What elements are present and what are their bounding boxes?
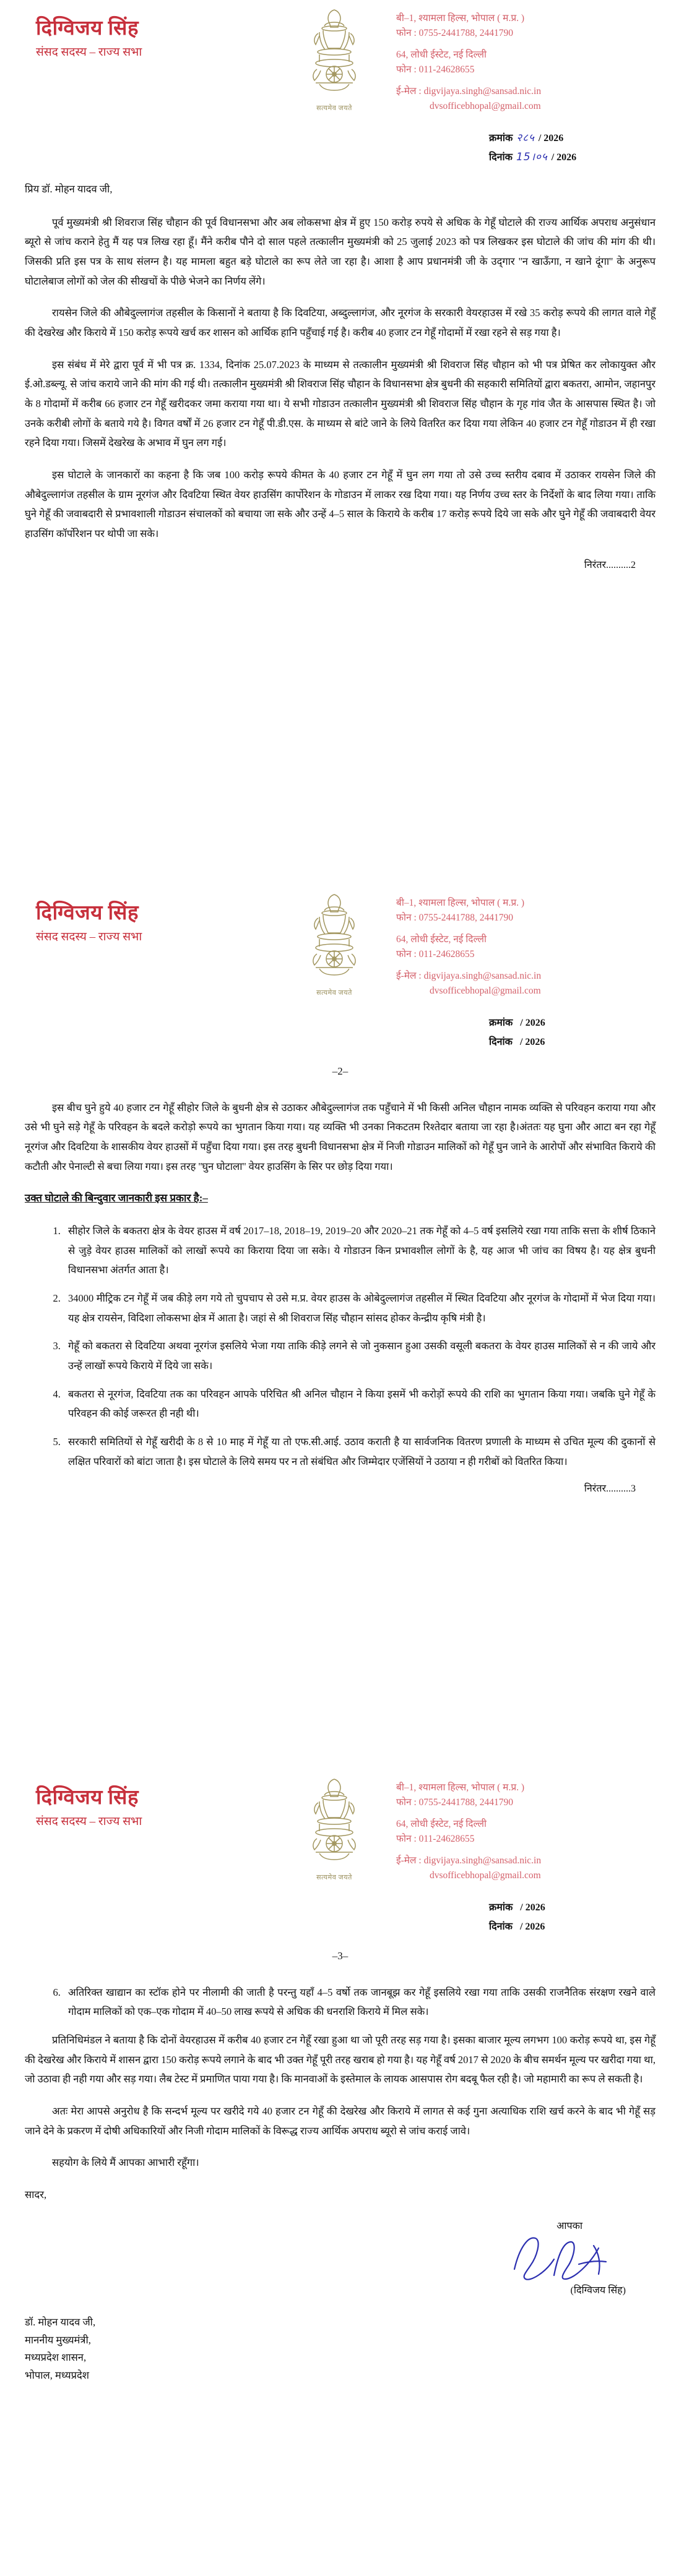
contact-block <box>396 1780 675 1883</box>
kramank-row <box>489 1013 545 1033</box>
email-secondary[interactable]: dvsofficebhopal@gmail.com <box>430 985 541 997</box>
dinank-row <box>489 1917 545 1936</box>
sender-designation: संसद सदस्य – राज्य सभा <box>36 1814 142 1828</box>
kramank-year: / 2026 <box>520 1902 545 1913</box>
delhi-address <box>396 1817 675 1847</box>
dinank-year: / 2026 <box>519 1037 545 1048</box>
list-item: 1. सीहोर जिले के बकतरा क्षेत्र के वेयर हाउस में वर्ष 2017–18, 2018–19, 2019–20 और 2020–21 तक गेहूँ को 4–5 वर्ष इसलिये रखा गया ताकि सत्ता के शीर्ष ठिकाने से जुड़े वेयर हाउस मालिकों को लाखों रूपये का किराया दिया जा सके। ये गोडाउन किन प्रभावशील लोगों के है, यह आज भी जांच का विषय है। यह क्षेत्र बुधनी विधानसभा अंतर्गत आता है। <box>63 1221 656 1280</box>
email-primary-line <box>396 84 675 99</box>
paragraph: इस बीच घुने हुये 40 हजार टन गेहूँ सीहोर जिले के बुधनी क्षेत्र से उठाकर औबेदुल्लागंज तक पहुँचाने में भी किसी अनिल चौहान नामक व्यक्ति से परिवहन कराया गया और उसे भी घुने सड़े गेहूँ के परिवहन के बदले करोड़ो रूपये का भुगतान किया गया। यह व्यक्ति भी उनका निकटतम रिश्तेदार बताया जा रहा है।अंततः यह घुना और आटा बन रहा गेहूँ नूरगंज और दिवटिया के शासकीय वेयर हाउसों में पहुँचा दिया गया। इस तरह बुधनी विधानसभा क्षेत्र में निजी गोडाउन मालिकों को गेहूँ घुन जाने के आरोपों और संभावित किराये की कटौती और पेनाल्टी से बचा लिया गया। इस तरह ''घुन घोटाला'' वेयर हाउसिंग के सिर पर छोड़ दिया गया। <box>25 1101 656 1172</box>
delhi-phone-line: फोन : 011-24628655 <box>396 64 475 75</box>
dinank-year: / 2026 <box>519 1921 545 1933</box>
letter-body-page-3 <box>0 1946 684 2385</box>
points-list-continued <box>25 1983 656 2022</box>
bhopal-address-line: बी–1, श्यामला हिल्स, भोपाल ( म.प्र. ) <box>396 898 525 908</box>
addressee-block <box>25 2314 656 2385</box>
kramank-handwritten-value: २८५ <box>516 132 535 144</box>
continuation-marker: निरंतर..........3 <box>584 1483 636 1495</box>
sender-name: दिग्विजय सिंह <box>36 902 139 924</box>
signature-area <box>25 2217 656 2310</box>
dinank-row <box>489 1033 545 1052</box>
paragraph: इस संबंध में मेरे द्वारा पूर्व में भी पत्र क्र. 1334, दिनांक 25.07.2023 के माध्यम से तत्कालीन मुख्यमंत्री श्री शिवराज सिंह चौहान को भी पत्र प्रेषित कर लोकायुक्त और ई.ओ.डब्ल्यू. से जांच कराये जाने की मांग की गई थी। तत्कालीन मुख्यमंत्री श्री शिवराज सिंह चौहान के विधानसभा क्षेत्र बुधनी की सहकारी समितियों द्वारा बकतरा, आमोन, जहानपुर के 8 गोदामों में करीब 66 हजार टन गेहूँ खरीदकर जमा कराया गया था। ये सभी गोडाउन तत्कालीन मुख्यमंत्री श्री शिवराज सिंह चौहान के गृह गांव जैत के आसपास स्थित है। जो उनके करीबी लोगों के बताये गये है। विगत वर्षों में 26 हजार टन गेहूँ पी.डी.एस. के माध्यम से बांटे जाने के लिये वितरित कर दिया गया लेकिन 40 हजार टन गेहूँ गोडाउन में ही रखा रहने दिया गया। जिसमें देखरेख के अभाव में घुन लग गई। <box>25 358 656 449</box>
dinank-label: दिनांक <box>489 1921 513 1933</box>
list-item: 6. अतिरिक्त खाद्यान का स्टॉक होने पर नीलामी की जाती है परन्तु यहाँ 4–5 वर्षो तक जानबूझ कर गेहूँ इसलिये रखा गया ताकि उसकी राजनैतिक संरक्षण रखने वाले गोदाम मालिकों को एक–एक गोदाम में 40–50 लाख रूपये से अधिक की धनराशि किराये में मिल सके। <box>63 1983 656 2022</box>
kramank-handwritten-value <box>513 1901 520 1913</box>
email-primary-line <box>396 969 675 984</box>
addressee-line: डॉ. मोहन यादव जी, <box>25 2316 96 2328</box>
dinank-handwritten-value: 15।०५ <box>516 151 548 164</box>
kramank-label: क्रमांक <box>489 1902 513 1913</box>
letter-body-page-1 <box>0 179 684 575</box>
bhopal-address-line: बी–1, श्यामला हिल्स, भोपाल ( म.प्र. ) <box>396 1782 525 1793</box>
bhopal-address <box>396 1780 675 1810</box>
salutation: प्रिय डॉ. मोहन यादव जी, <box>25 183 113 195</box>
delhi-phone-line: फोन : 011-24628655 <box>396 949 475 960</box>
addressee-line: माननीय मुख्यमंत्री, <box>25 2333 91 2346</box>
email-block <box>396 1853 675 1883</box>
reference-block-page-3 <box>489 1898 545 1937</box>
bhopal-address-line: बी–1, श्यामला हिल्स, भोपाल ( म.प्र. ) <box>396 13 525 24</box>
sender-identity-block <box>36 902 284 944</box>
paragraph: रायसेन जिले की औबेदुल्लागंज तहसील के किसानों ने बताया है कि दिवटिया, अब्दुल्लागंज, और नूरगंज के सरकारी वेयरहाउस में रखे 35 करोड़ रूपये की लागत वाले गेहूँ की देखरेख और किराये में 150 करोड़ रूपये खर्च कर शासन को आर्थिक हानि पहुँचाई गई है। करीब 40 हजार टन गेहूँ गोदामों में रखा रहने से सड़ गया है। <box>25 307 656 339</box>
kramank-label: क्रमांक <box>489 1018 513 1028</box>
kramank-handwritten-value <box>513 1016 520 1029</box>
list-item: 2. 34000 मीट्रिक टन गेहूँ में जब कीड़े लग गये तो चुपचाप से उसे म.प्र. वेयर हाउस के ओबेदुल्लागंज तहसील में स्थित दिवटिया और नूरगंज के गोदामों में भेज दिया गया। यह क्षेत्र रायसेन, विदिशा लोकसभा क्षेत्र में आता है। जहां से श्री शिवराज सिंह चौहान सांसद होकर केन्द्रीय कृषि मंत्री है। <box>63 1289 656 1328</box>
dinank-row <box>489 148 576 167</box>
sender-name: दिग्विजय सिंह <box>36 1787 139 1809</box>
page-number-marker: –3– <box>332 1950 348 1962</box>
page-number-marker: –2– <box>332 1065 348 1077</box>
kramank-row <box>489 1898 545 1917</box>
dinank-label: दिनांक <box>489 152 513 163</box>
reference-block-page-2 <box>489 1013 545 1052</box>
addressee-line: मध्यप्रदेश शासन, <box>25 2351 87 2364</box>
emblem-motto-text: सत्यमेव जयते <box>316 989 352 997</box>
bhopal-phone-line: फोन : 0755-2441788, 2441790 <box>396 28 514 39</box>
bhopal-phone-line: फोन : 0755-2441788, 2441790 <box>396 912 514 924</box>
closing-request-paragraph: सहयोग के लिये मैं आपका आभारी रहूँगा। <box>52 2157 199 2169</box>
paragraph: अतः मेरा आपसे अनुरोध है कि सन्दर्भ मूल्य पर खरीदे गये 40 हजार टन गेहूँ की देखरेख और किराये में लागत से कई गुना अत्याधिक राशि खर्च करने के बाद भी गेहूँ सड़ जाने देने के प्रकरण में दोषी अधिकारियों और निजी गोदाम मालिकों के विरूद्ध राज्य आर्थिक अपराध ब्यूरो से जांच कराई जावे। <box>25 2105 656 2137</box>
addressee-line: भोपाल, मध्यप्रदेश <box>25 2369 89 2382</box>
sender-identity-block <box>36 17 284 59</box>
list-item: 3. गेहूँ को बकतरा से दिवटिया अथवा नूरगंज इसलिये भेजा गया ताकि कीड़े लगने से जो नुकसान हुआ उसकी वसूली बकतरा के वेयर हाउस मालिकों से न की जाये और उन्हें लाखों रूपये किराये में दिये जा सके। <box>63 1336 656 1375</box>
email-block <box>396 969 675 998</box>
email-block <box>396 84 675 114</box>
dinank-handwritten-value <box>513 1920 520 1933</box>
paragraph: इस घोटाले के जानकारों का कहना है कि जब 100 करोड़ रूपये कीमत के 40 हजार टन गेहूँ में घुन लग गया तो उसे उच्च स्तरीय दबाव में उठाकर रायसेन जिले की औबेदुल्लागंज तहसील के ग्राम नूरगंज और दिवटिया स्थित वेयर हाउसिंग कार्पोरेशन के गोडाउन में लाकर रख दिया गया। यह निर्णय उच्च स्तर के निर्देशों के बाद लिया गया। ताकि घुने गेहूँ की जवाबदारी से प्रभावशाली गोडाउन संचालकों को बचाया जा सके और उन्हें 4–5 साल के किराये के करीब 17 करोड़ रूपये दिये जा सके और घुने गेहूँ की जवाबदारी वेयर हाउसिंग कॉर्पोरेशन पर थोपी जा सके। <box>25 469 656 540</box>
kramank-year: / 2026 <box>520 1018 545 1028</box>
points-list <box>25 1221 656 1471</box>
email-label: ई-मेल : <box>396 86 422 97</box>
letter-body-page-2 <box>0 1062 684 1499</box>
national-emblem-icon <box>297 5 371 119</box>
yours-label: आपका <box>556 2220 582 2231</box>
email-primary[interactable]: digvijaya.singh@sansad.nic.in <box>423 86 542 97</box>
national-emblem-icon <box>297 1774 371 1889</box>
delhi-address-line: 64, लोधी ईस्टेट, नई दिल्ली <box>396 1819 487 1830</box>
letterhead-page-2 <box>0 885 684 1058</box>
delhi-address-line: 64, लोधी ईस्टेट, नई दिल्ली <box>396 934 487 945</box>
signatory-name: (दिग्विजय सिंह) <box>570 2285 626 2296</box>
kramank-label: क्रमांक <box>489 133 513 144</box>
email-primary[interactable]: digvijaya.singh@sansad.nic.in <box>423 971 542 982</box>
closing-salutation: सादर, <box>25 2189 47 2200</box>
paragraph: पूर्व मुख्यमंत्री श्री शिवराज सिंह चौहान की पूर्व विधानसभा और अब लोकसभा क्षेत्र में हुए 150 करोड़ रुपये से अधिक के गेहूँ घोटाले की राज्य आर्थिक अपराध अनुसंधान ब्यूरो से जांच कराने हेतु मैं यह पत्र लिख रहा हूँ। मैंने करीब पौने दो साल पहले तत्कालीन मुख्यमंत्री को 25 जुलाई 2023 को पत्र लिखकर इस घोटाले की जांच की मांग की थी। जिसकी प्रति इस पत्र के साथ संलग्न है। यह मामला बहुत बड़े घोटाले का रूप लेते जा रहा है। आशा है आप प्रधानमंत्री जी के उद्‌गार ''न खाऊँगा, न खाने दूंगा'' के अनुरूप घोटालेबाज लोगों को जेल की सीखचों के पीछे भेजने का निर्णय लेंगे। <box>25 216 656 287</box>
email-primary[interactable]: digvijaya.singh@sansad.nic.in <box>423 1855 542 1866</box>
bhopal-phone-line: फोन : 0755-2441788, 2441790 <box>396 1797 514 1808</box>
kramank-row <box>489 129 576 148</box>
national-emblem-icon <box>297 890 371 1004</box>
kramank-year: / 2026 <box>538 133 564 144</box>
dinank-handwritten-value <box>513 1036 520 1048</box>
email-label: ई-मेल : <box>396 971 422 982</box>
contact-block <box>396 896 675 998</box>
letter-page-1 <box>0 0 684 885</box>
email-secondary[interactable]: dvsofficebhopal@gmail.com <box>430 1870 541 1881</box>
letter-page-3 <box>0 1769 684 2576</box>
letterhead-page-1 <box>0 0 684 173</box>
section-heading: उक्त घोटाले की बिन्दुवार जानकारी इस प्रकार है:– <box>25 1192 208 1204</box>
email-label: ई-मेल : <box>396 1855 422 1866</box>
emblem-motto-text: सत्यमेव जयते <box>316 105 352 112</box>
letter-page-2 <box>0 885 684 1769</box>
delhi-address <box>396 932 675 962</box>
delhi-address-line: 64, लोधी ईस्टेट, नई दिल्ली <box>396 49 487 61</box>
list-item: 5. सरकारी समितियों से गेहूँ खरीदी के 8 से 10 माह में गेहूँ या तो एफ.सी.आई. उठाव कराती है या सार्वजनिक वितरण प्रणाली के माध्यम से उचित मूल्य की दुकानों से लक्षित परिवारों को बांटा जाता है। इस घोटाले के लिये समय पर न तो संबंधित और जिम्मेदार एजेंसियों ने उठाया न ही गरीबों को वितरित किया। <box>63 1432 656 1471</box>
dinank-year: / 2026 <box>551 152 577 163</box>
reference-block-page-1 <box>489 129 576 168</box>
bhopal-address <box>396 896 675 925</box>
sender-designation: संसद सदस्य – राज्य सभा <box>36 930 142 943</box>
emblem-motto-text: सत्यमेव जयते <box>316 1874 352 1881</box>
continuation-marker: निरंतर..........2 <box>584 559 636 570</box>
sender-name: दिग्विजय सिंह <box>36 17 139 40</box>
sender-designation: संसद सदस्य – राज्य सभा <box>36 45 142 59</box>
contact-block <box>396 11 675 114</box>
email-primary-line <box>396 1853 675 1868</box>
paragraph: प्रतिनिधिमंडल ने बताया है कि दोनों वेयरहाउस में करीब 40 हजार टन गेहूँ रखा हुआ था जो पूरी तरह सड़ गया है। इसका बाजार मूल्य लगभग 100 करोड़ रूपये था, इस गेहूँ की देखरेख और किराये में शासन द्वारा 150 करोड़ रूपये लगाने के बाद भी उक्त गेहूँ पूरी तरह खराब हो गया है। यह गेहूँ वर्ष 2017 से 2020 के बीच समर्थन मूल्य पर खरीदा गया था, जो उठावा ही नही गया और सड़ गया। लैब टेस्ट में प्रमाणित पाया गया है। कि मानवाओं के इस्तेमाल के लायक आसपास रोग बदबू फैल रही है। जो महामारी का रूप ले सकती है। <box>25 2033 656 2085</box>
delhi-phone-line: फोन : 011-24628655 <box>396 1834 475 1845</box>
letterhead-page-3 <box>0 1769 684 1943</box>
list-item: 4. बकतरा से नूरगंज, दिवटिया तक का परिवहन आपके परिचित श्री अनिल चौहान ने किया इसमें भी करोड़ों रूपये की राशि का भुगतान किया गया। जबकि घुने गेहूँ के परिवहन की कोई जरूरत ही नही थी। <box>63 1385 656 1423</box>
delhi-address <box>396 48 675 77</box>
dinank-label: दिनांक <box>489 1037 513 1048</box>
sender-identity-block <box>36 1787 284 1829</box>
email-secondary[interactable]: dvsofficebhopal@gmail.com <box>430 101 541 112</box>
bhopal-address <box>396 11 675 41</box>
